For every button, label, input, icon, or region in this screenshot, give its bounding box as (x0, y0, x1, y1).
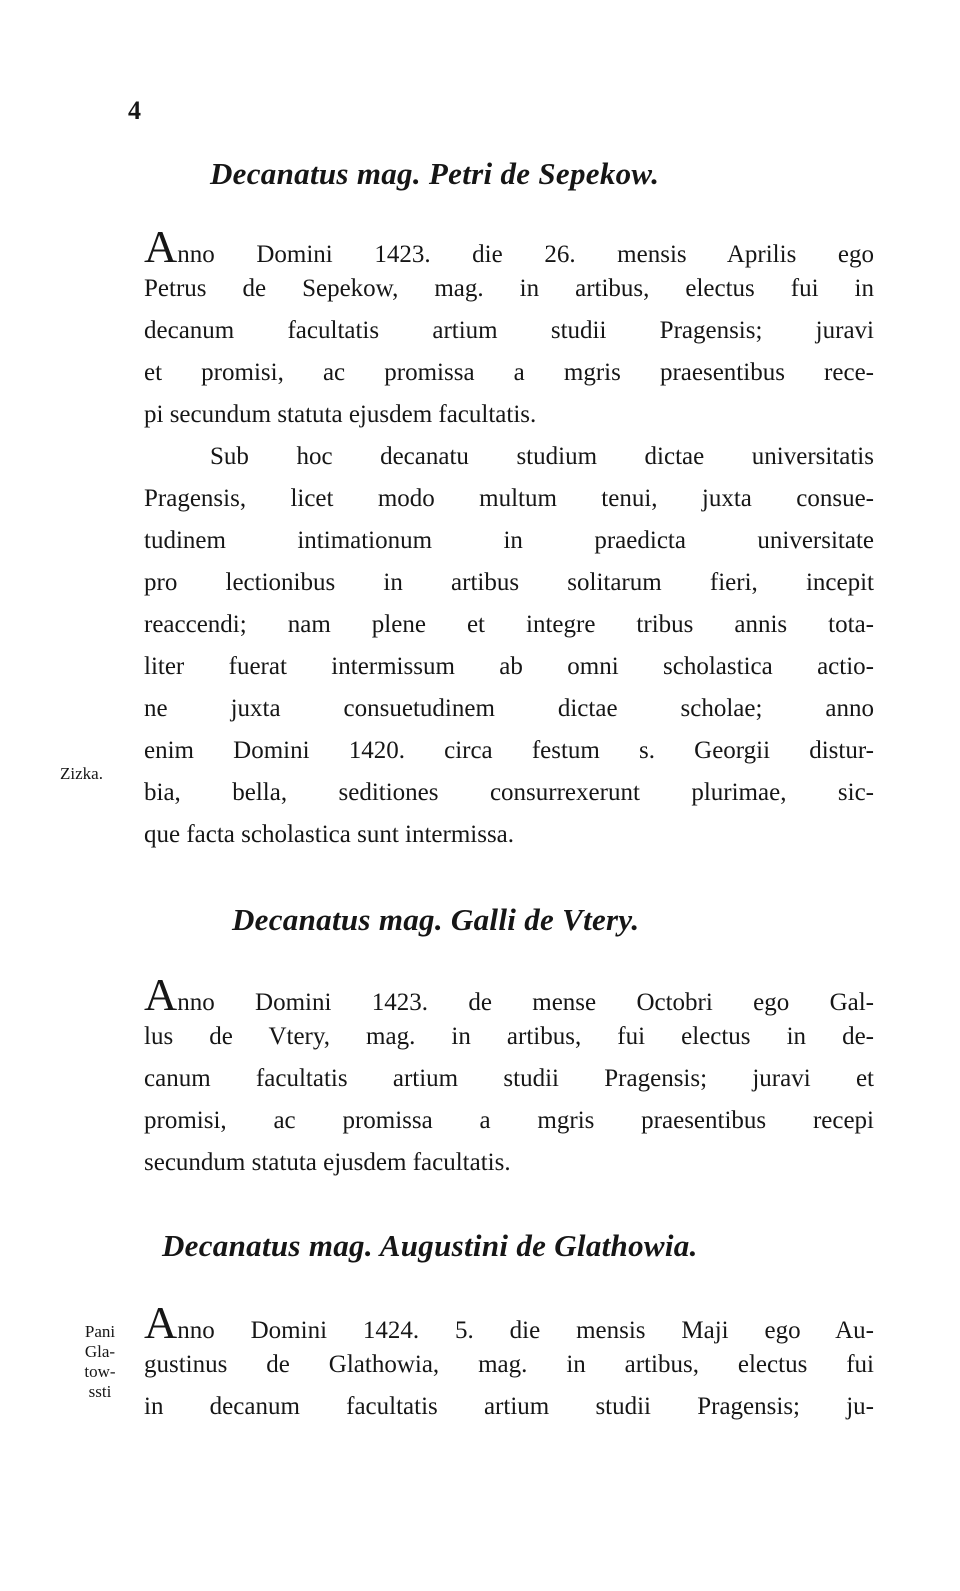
text-line: et promisi, ac promissa a mgris praesentibus rece- (144, 359, 874, 386)
text-line: ne juxta consuetudinem dictae scholae; anno (144, 695, 874, 722)
text-line: Anno Domini 1423. de mense Octobri ego Gal- (144, 969, 874, 1020)
text-line: decanum facultatis artium studii Pragensis; juravi (144, 317, 874, 344)
text-line: Petrus de Sepekow, mag. in artibus, electus fui in (144, 275, 874, 302)
section-heading-sepekow: Decanatus mag. Petri de Sepekow. (210, 156, 660, 191)
drop-cap-letter: A (144, 221, 178, 272)
margin-note-line: tow- (84, 1362, 116, 1381)
page-number: 4 (128, 96, 141, 125)
text-line: que facta scholastica sunt intermissa. (144, 821, 515, 848)
margin-note-line: Gla- (84, 1342, 116, 1361)
text-line: reaccendi; nam plene et integre tribus annis tota- (144, 611, 874, 638)
text-line: pro lectionibus in artibus solitarum fieri, incepit (144, 569, 874, 596)
text-line: lus de Vtery, mag. in artibus, fui electus in de- (144, 1023, 874, 1050)
text-line: promisi, ac promissa a mgris praesentibus recepi (144, 1107, 874, 1134)
text-line: tudinem intimationum in praedicta universitate (144, 527, 874, 554)
section-heading-glathowia: Decanatus mag. Augustini de Glathowia. (162, 1228, 698, 1263)
text-line: Pragensis, licet modo multum tenui, juxta consue- (144, 485, 874, 512)
text-line: canum facultatis artium studii Pragensis; juravi et (144, 1065, 874, 1092)
text-line: Anno Domini 1423. die 26. mensis Aprilis ego (144, 221, 874, 272)
section-heading-vtery: Decanatus mag. Galli de Vtery. (232, 902, 640, 937)
text-line: in decanum facultatis artium studii Pragensis; ju- (144, 1393, 874, 1420)
drop-cap-letter: A (144, 969, 178, 1020)
text-line: gustinus de Glathowia, mag. in artibus, electus fui (144, 1351, 874, 1378)
margin-note-pani-glatowssti (70, 1322, 130, 1402)
drop-cap-letter: A (144, 1297, 178, 1348)
margin-note-line: Pani (84, 1322, 116, 1341)
margin-note-line: ssti (88, 1382, 112, 1401)
text-line: liter fuerat intermissum ab omni scholastica actio- (144, 653, 874, 680)
text-line: Sub hoc decanatu studium dictae universitatis (210, 443, 874, 470)
text-line: bia, bella, seditiones consurrexerunt plurimae, sic- (144, 779, 874, 806)
margin-note-zizka: Zizka. (60, 764, 103, 783)
text-line: pi secundum statuta ejusdem facultatis. (144, 401, 537, 428)
text-line: secundum statuta ejusdem facultatis. (144, 1149, 511, 1176)
text-line: Anno Domini 1424. 5. die mensis Maji ego Au- (144, 1297, 874, 1348)
text-line: enim Domini 1420. circa festum s. Georgii distur- (144, 737, 874, 764)
